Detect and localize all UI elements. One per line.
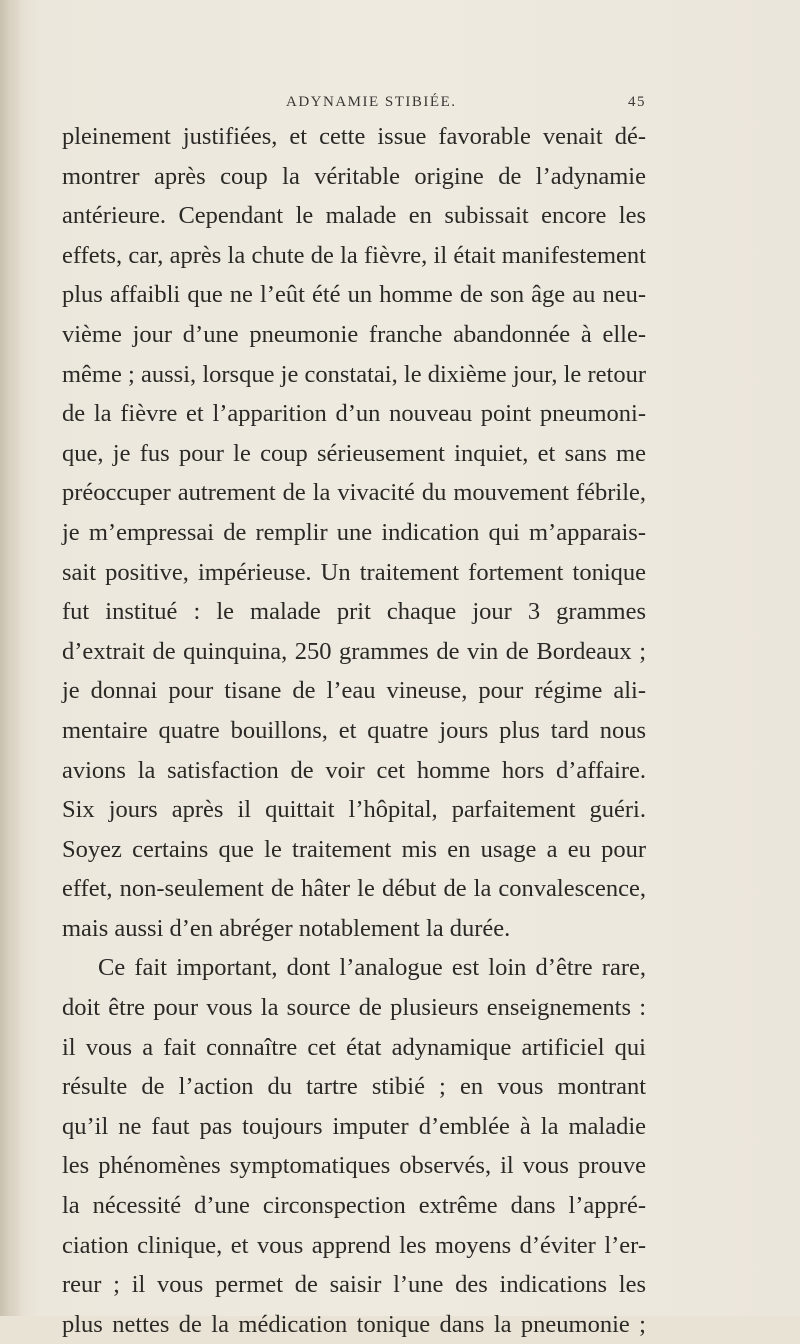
page-number: 45 [628, 94, 646, 110]
text-line: sait positive, impérieuse. Un traitement fortement tonique [62, 558, 646, 586]
text-line: reur ; il vous permet de saisir l’une des indications les [62, 1271, 646, 1299]
text-line: Soyez certains que le traitement mis en usage a eu pour [62, 835, 646, 863]
text-line: qu’il ne faut pas toujours imputer d’emblée à la maladie [62, 1112, 646, 1140]
text-line: plus affaibli que ne l’eût été un homme de son âge au neu- [62, 281, 646, 309]
text-line: effet, non-seulement de hâter le début de la convalescence, [62, 875, 646, 903]
text-line: mentaire quatre bouillons, et quatre jours plus tard nous [62, 716, 646, 744]
text-line: effets, car, après la chute de la fièvre, il était manifestement [62, 241, 646, 269]
text-line: de la fièvre et l’apparition d’un nouveau point pneumoni- [62, 400, 646, 428]
running-head [286, 94, 646, 118]
text-line: plus nettes de la médication tonique dans la pneumonie ; [62, 1310, 646, 1338]
text-line: je donnai pour tisane de l’eau vineuse, pour régime ali- [62, 677, 646, 705]
text-line: avions la satisfaction de voir cet homme hors d’affaire. [62, 756, 646, 784]
text-line: je m’empressai de remplir une indication qui m’apparais- [62, 518, 646, 546]
body-text [62, 117, 646, 1344]
text-line: Six jours après il quittait l’hôpital, parfaitement guéri. [62, 796, 646, 824]
text-line: la nécessité d’une circonspection extrême dans l’appré- [62, 1192, 646, 1220]
text-line: les phénomènes symptomatiques observés, il vous prouve [62, 1152, 646, 1180]
text-line: que, je fus pour le coup sérieusement inquiet, et sans me [62, 439, 646, 467]
page-gutter-shadow [0, 0, 22, 1316]
text-line: pleinement justifiées, et cette issue favorable venait dé- [62, 123, 646, 150]
text-line: vième jour d’une pneumonie franche abandonnée à elle- [62, 320, 646, 348]
text-line: doit être pour vous la source de plusieurs enseignements : [62, 994, 646, 1022]
text-line: il vous a fait connaître cet état adynamique artificiel qui [62, 1033, 646, 1061]
running-title: ADYNAMIE STIBIÉE. [286, 94, 457, 110]
text-line: fut institué : le malade prit chaque jour 3 grammes [62, 598, 646, 626]
text-line: même ; aussi, lorsque je constatai, le dixième jour, le retour [62, 360, 646, 388]
paragraph-last-line: mais aussi d’en abréger notablement la durée. [62, 914, 511, 942]
text-line: ciation clinique, et vous apprend les moyens d’éviter l’er- [62, 1231, 646, 1259]
text-line: antérieure. Cependant le malade en subissait encore les [62, 202, 646, 230]
text-line: montrer après coup la véritable origine de l’adynamie [62, 162, 646, 190]
text-line: d’extrait de quinquina, 250 grammes de vin de Bordeaux ; [62, 637, 646, 665]
paragraph-first-line: Ce fait important, dont l’analogue est loin d’être rare, [98, 954, 646, 982]
text-line: résulte de l’action du tartre stibié ; en vous montrant [62, 1073, 646, 1101]
text-line: préoccuper autrement de la vivacité du mouvement fébrile, [62, 479, 646, 507]
